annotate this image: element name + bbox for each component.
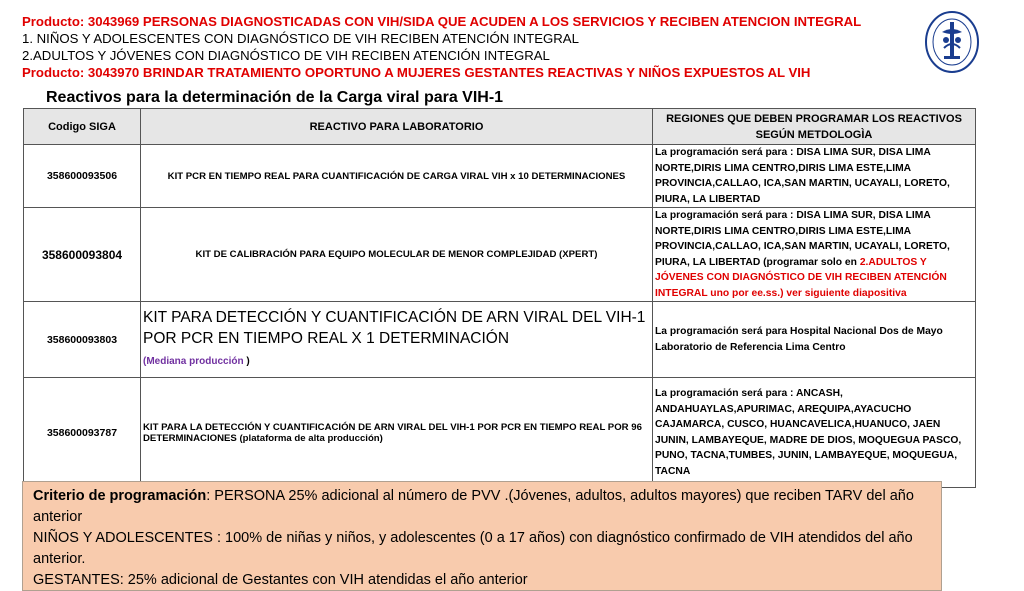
- table-row: [24, 208, 976, 302]
- criteria-line-2: NIÑOS Y ADOLESCENTES : 100% de niñas y niños, y adolescentes (0 a 17 años) con diagnóstico confirmado de VIH atendidos del año anterior.: [33, 530, 913, 567]
- ministry-logo-icon: [924, 10, 980, 74]
- header-product-2: Producto: 3043970 BRINDAR TRATAMIENTO OPORTUNO A MUJERES GESTANTES REACTIVAS Y NIÑOS EXPUESTOS AL VIH: [22, 65, 811, 80]
- header-reactivo: REACTIVO PARA LABORATORIO: [141, 109, 653, 145]
- regions-highlight: 2.ADULTOS Y JÓVENES CON DIAGNÓSTICO DE VIH RECIBEN ATENCIÓN INTEGRAL uno por ee.ss.) ver siguiente diapositiva: [655, 256, 947, 299]
- reagent-name: KIT DE CALIBRACIÓN PARA EQUIPO MOLECULAR DE MENOR COMPLEJIDAD (XPERT): [141, 208, 653, 302]
- regions-text: La programación será para Hospital Nacional Dos de Mayo Laboratorio de Referencia Lima Centro: [653, 302, 976, 378]
- regions-text-part: La programación será para : DISA LIMA SUR, DISA LIMA NORTE,DIRIS LIMA CENTRO,DIRIS LIMA ESTE,LIMA PROVINCIA,CALLAO, ICA,SAN MARTIN, UCAYALI, LORETO, PIURA, LA LIBERTAD (programar solo en: [655, 210, 950, 268]
- reagent-name: KIT PCR EN TIEMPO REAL PARA CUANTIFICACIÓN DE CARGA VIRAL VIH x 10 DETERMINACIONES: [141, 145, 653, 208]
- criteria-text-1: : PERSONA 25% adicional al número de PVV .(Jóvenes, adultos, adultos mayores) que reciben TARV del año anterior: [33, 488, 914, 525]
- production-note-end: ): [243, 356, 250, 367]
- production-note: (Mediana producción: [143, 356, 244, 367]
- header-block: [22, 13, 902, 81]
- siga-code: 358600093787: [24, 378, 141, 488]
- header-line-children: 1. NIÑOS Y ADOLESCENTES CON DIAGNÓSTICO DE VIH RECIBEN ATENCIÓN INTEGRAL: [22, 31, 579, 46]
- table-row: [24, 378, 976, 488]
- header-regiones: REGIONES QUE DEBEN PROGRAMAR LOS REACTIVOS SEGÚN METDOLOGÌA: [653, 109, 976, 145]
- regions-text: La programación será para : ANCASH, ANDAHUAYLAS,APURIMAC, AREQUIPA,AYACUCHO CAJAMARCA, CUSCO, HUANCAVELICA,HUANUCO, JAEN JUNIN, LAMBAYEQUE, MADRE DE DIOS, MOQUEGUA PASCO, PUNO, TACNA,TUMBES, JUNIN, LAMBAYEQUE, MOQUEGUA, TACNA: [653, 378, 976, 488]
- header-codigo-siga: Codigo SIGA: [24, 109, 141, 145]
- criteria-label: Criterio de programación: [33, 488, 207, 504]
- header-line-adults: 2.ADULTOS Y JÓVENES CON DIAGNÓSTICO DE VIH RECIBEN ATENCIÓN INTEGRAL: [22, 48, 550, 63]
- table-row: [24, 302, 976, 378]
- siga-code: 358600093506: [24, 145, 141, 208]
- criteria-line-1: [33, 486, 931, 528]
- reagent-name: KIT PARA LA DETECCIÓN Y CUANTIFICACIÓN DE ARN VIRAL DEL VIH-1 POR PCR EN TIEMPO REAL POR 96 DETERMINACIONES (plataforma de alta producción): [141, 378, 653, 488]
- reagent-name-cell: [141, 302, 653, 378]
- regions-text: La programación será para : DISA LIMA SUR, DISA LIMA NORTE,DIRIS LIMA CENTRO,DIRIS LIMA ESTE,LIMA PROVINCIA,CALLAO, ICA,SAN MARTIN, UCAYALI, LORETO, PIURA, LA LIBERTAD: [653, 145, 976, 208]
- page-title: Reactivos para la determinación de la Carga viral para VIH-1: [46, 89, 504, 106]
- header-product-1: Producto: 3043969 PERSONAS DIAGNOSTICADAS CON VIH/SIDA QUE ACUDEN A LOS SERVICIOS Y RECIBEN ATENCION INTEGRAL: [22, 14, 862, 29]
- regions-text: [653, 208, 976, 302]
- table-row: [24, 145, 976, 208]
- criteria-box: [22, 481, 942, 591]
- siga-code: 358600093803: [24, 302, 141, 378]
- reagent-name: KIT PARA DETECCIÓN Y CUANTIFICACIÓN DE ARN VIRAL DEL VIH-1 POR PCR EN TIEMPO REAL X 1 DETERMINACIÓN: [143, 309, 646, 347]
- reagents-table: [23, 108, 976, 488]
- siga-code: 358600093804: [24, 208, 141, 302]
- table-header-row: [24, 109, 976, 145]
- criteria-line-3: GESTANTES: 25% adicional de Gestantes con VIH atendidas el año anterior: [33, 572, 528, 588]
